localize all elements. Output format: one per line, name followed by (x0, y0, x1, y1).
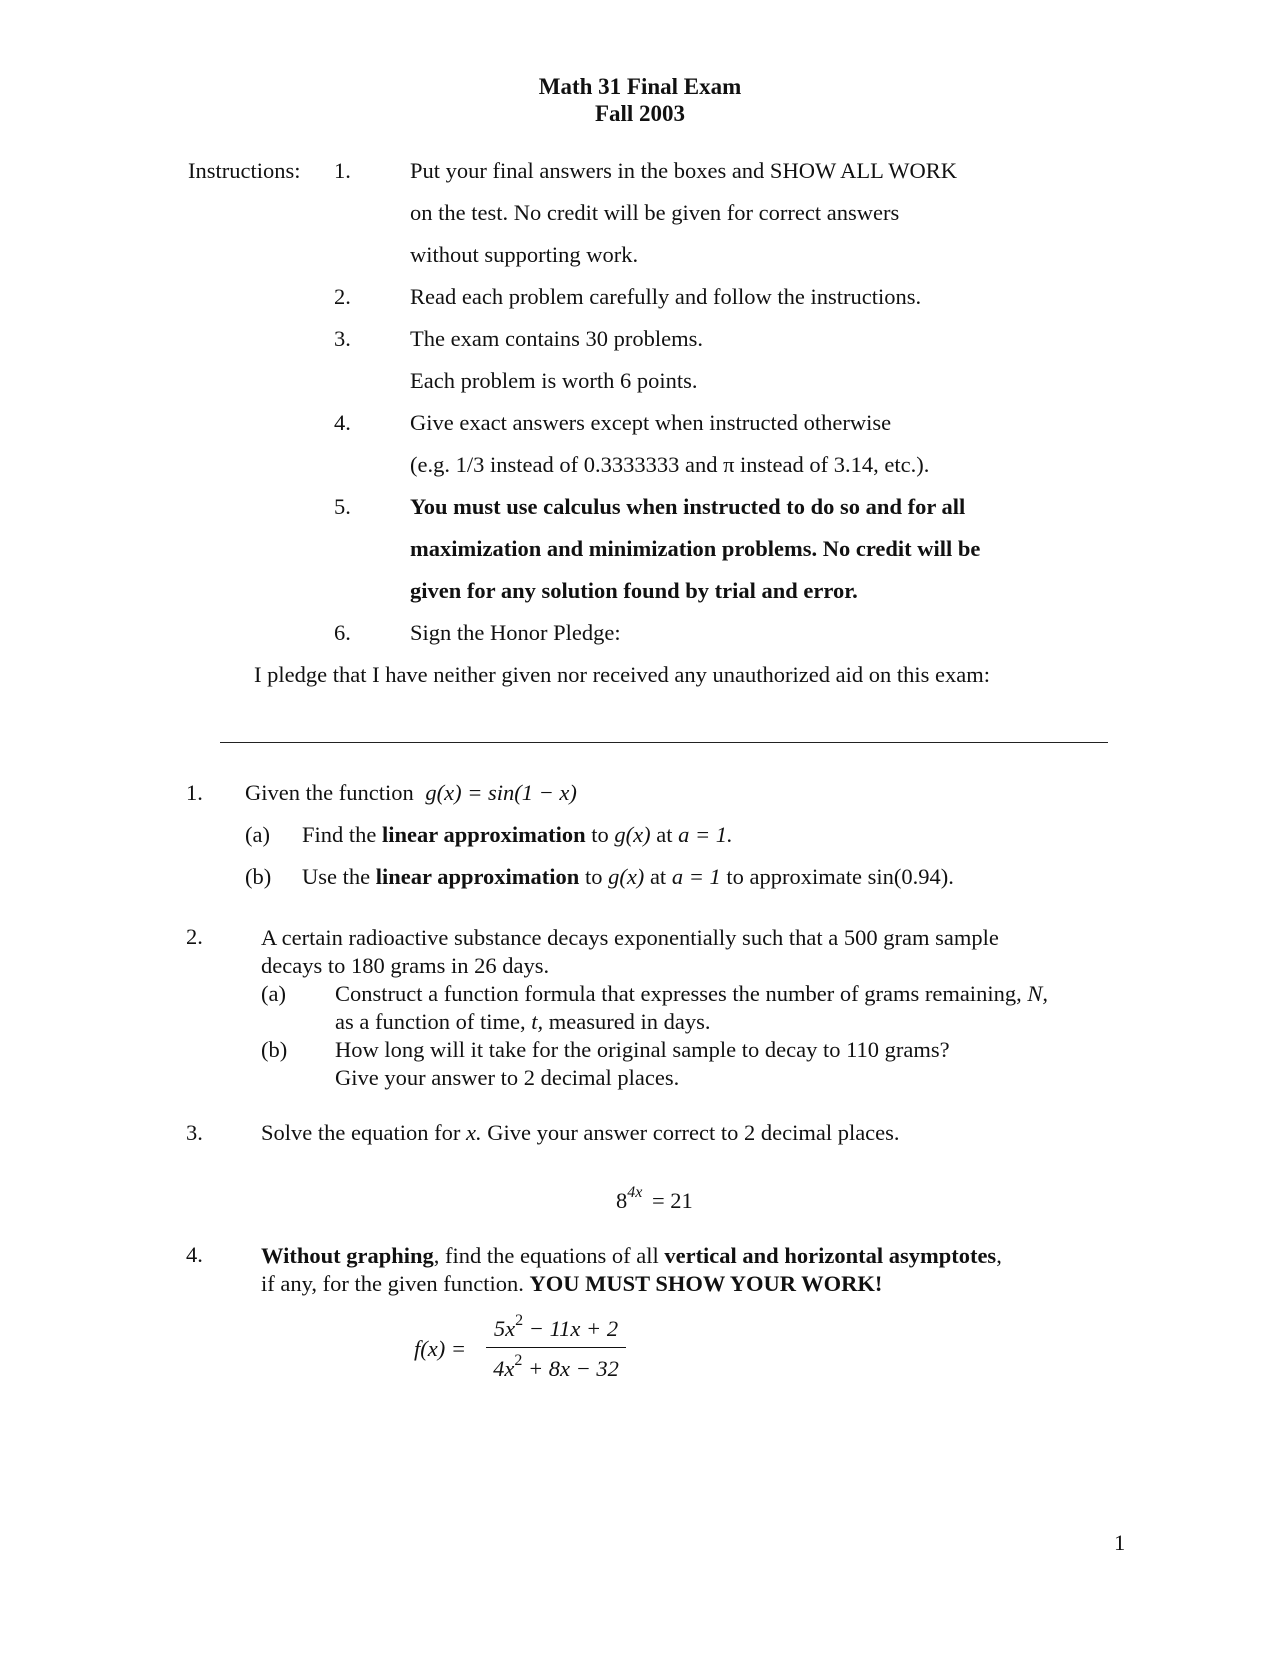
problem-1b-text (302, 864, 954, 890)
problem-4-line2 (261, 1270, 882, 1298)
instruction-number: 4. (334, 410, 351, 435)
problem-1-intro: Given the function (245, 780, 414, 805)
instruction-line: Sign the Honor Pledge: (410, 620, 621, 645)
problem-2a-text: measured in days. (548, 1009, 711, 1034)
part-label: (b) (261, 1037, 288, 1062)
instruction-line: on the test. No credit will be given for correct answers (410, 200, 900, 225)
instruction-line-bold: maximization and minimization problems. No credit will be (410, 536, 981, 561)
problem-4-bold: vertical and horizontal asymptotes (664, 1243, 997, 1268)
denominator-exponent: 2 (514, 1352, 523, 1369)
instruction-line: Read each problem carefully and follow the instructions. (410, 284, 922, 309)
honor-pledge-text: I pledge that I have neither given nor received any unauthorized aid on this exam: (254, 662, 990, 687)
problem-2a-text: as a function of time, (335, 1009, 526, 1034)
problem-4-bold: Without graphing (261, 1243, 434, 1268)
instruction-line: Put your final answers in the boxes and SHOW ALL WORK (410, 158, 958, 183)
problem-2-line: decays to 180 grams in 26 days. (261, 953, 550, 978)
problem-1-stem (245, 780, 577, 806)
problem-1a-point: a = 1. (678, 822, 733, 847)
problem-2a-var-t: t, (531, 1009, 544, 1034)
problem-3-equation (616, 1184, 693, 1214)
problem-1a-pre: Find the (302, 822, 377, 847)
problem-4-text: , find the equations of all (433, 1243, 659, 1268)
problem-1b-at: at (649, 864, 667, 889)
signature-line (220, 742, 1108, 743)
problem-number: 3. (186, 1120, 203, 1145)
part-label: (a) (261, 981, 286, 1006)
problem-1a-text (302, 822, 733, 848)
instruction-number: 2. (334, 284, 351, 309)
problem-3-var: x. (465, 1120, 482, 1145)
problem-number: 2. (186, 924, 203, 949)
fraction-numerator (488, 1312, 624, 1342)
page-number: 1 (1114, 1530, 1126, 1555)
instruction-number: 3. (334, 326, 351, 351)
problem-1b-point: a = 1 (671, 864, 721, 889)
problem-3-pre: Solve the equation for (261, 1120, 461, 1145)
problem-3-post: Give your answer correct to 2 decimal places. (487, 1120, 900, 1145)
instruction-line-bold: given for any solution found by trial and error. (410, 578, 858, 603)
problem-4-bold: YOU MUST SHOW YOUR WORK! (529, 1271, 883, 1296)
numerator-term: 5x (493, 1316, 516, 1341)
numerator-rest: − 11x + 2 (523, 1316, 619, 1341)
problem-2a-text: Construct a function formula that expresses the number of grams remaining, (335, 981, 1022, 1006)
problem-1a-bold: linear approximation (382, 822, 586, 847)
instruction-line: Give exact answers except when instructed otherwise (410, 410, 892, 435)
problem-4-text: , (996, 1243, 1002, 1268)
equation-rhs: = 21 (651, 1188, 693, 1213)
instruction-line: Each problem is worth 6 points. (410, 368, 698, 393)
problem-1a-g: g(x) (614, 822, 651, 847)
part-label: (b) (245, 864, 272, 889)
problem-4-text: if any, for the given function. (261, 1271, 524, 1296)
problem-3-text (261, 1120, 900, 1146)
equation-exponent: 4x (627, 1184, 643, 1201)
function-lhs: f(x) = (414, 1336, 467, 1361)
instruction-number: 6. (334, 620, 351, 645)
instruction-line-bold: You must use calculus when instructed to do so and for all (410, 494, 966, 519)
problem-number: 4. (186, 1242, 203, 1267)
problem-1a-mid: to (591, 822, 609, 847)
exam-title: Math 31 Final Exam (538, 74, 742, 99)
instruction-line: without supporting work. (410, 242, 639, 267)
problem-number: 1. (186, 780, 203, 805)
fraction-denominator (488, 1352, 624, 1382)
problem-1b-expr: sin(0.94). (867, 864, 954, 889)
problem-1-function: g(x) = sin(1 − x) (425, 780, 577, 805)
denominator-rest: + 8x − 32 (522, 1356, 619, 1381)
problem-2a-line1 (335, 980, 1048, 1008)
instructions-label: Instructions: (188, 158, 301, 183)
problem-1b-g: g(x) (608, 864, 645, 889)
instruction-line: (e.g. 1/3 instead of 0.3333333 and π instead of 3.14, etc.). (410, 452, 930, 477)
problem-1b-mid: to (584, 864, 603, 889)
problem-4-line1 (261, 1242, 1002, 1270)
part-label: (a) (245, 822, 270, 847)
fraction-bar (486, 1347, 626, 1348)
numerator-exponent: 2 (515, 1312, 524, 1329)
problem-1b-bold: linear approximation (375, 864, 580, 889)
denominator-term: 4x (493, 1356, 515, 1381)
problem-1a-at: at (656, 822, 673, 847)
problem-2b-line: How long will it take for the original sample to decay to 110 grams? (335, 1037, 950, 1062)
problem-2a-line2 (335, 1008, 711, 1036)
instruction-number: 5. (334, 494, 351, 519)
problem-1b-pre: Use the (302, 864, 371, 889)
exam-term: Fall 2003 (594, 101, 686, 126)
instruction-number: 1. (334, 158, 351, 183)
instruction-line: The exam contains 30 problems. (410, 326, 704, 351)
problem-2b-line: Give your answer to 2 decimal places. (335, 1065, 680, 1090)
problem-2-line: A certain radioactive substance decays exponentially such that a 500 gram sample (261, 925, 999, 950)
equation-base: 8 (616, 1188, 628, 1213)
problem-1b-post: to approximate (726, 864, 862, 889)
problem-2a-var-n: N, (1027, 981, 1048, 1006)
